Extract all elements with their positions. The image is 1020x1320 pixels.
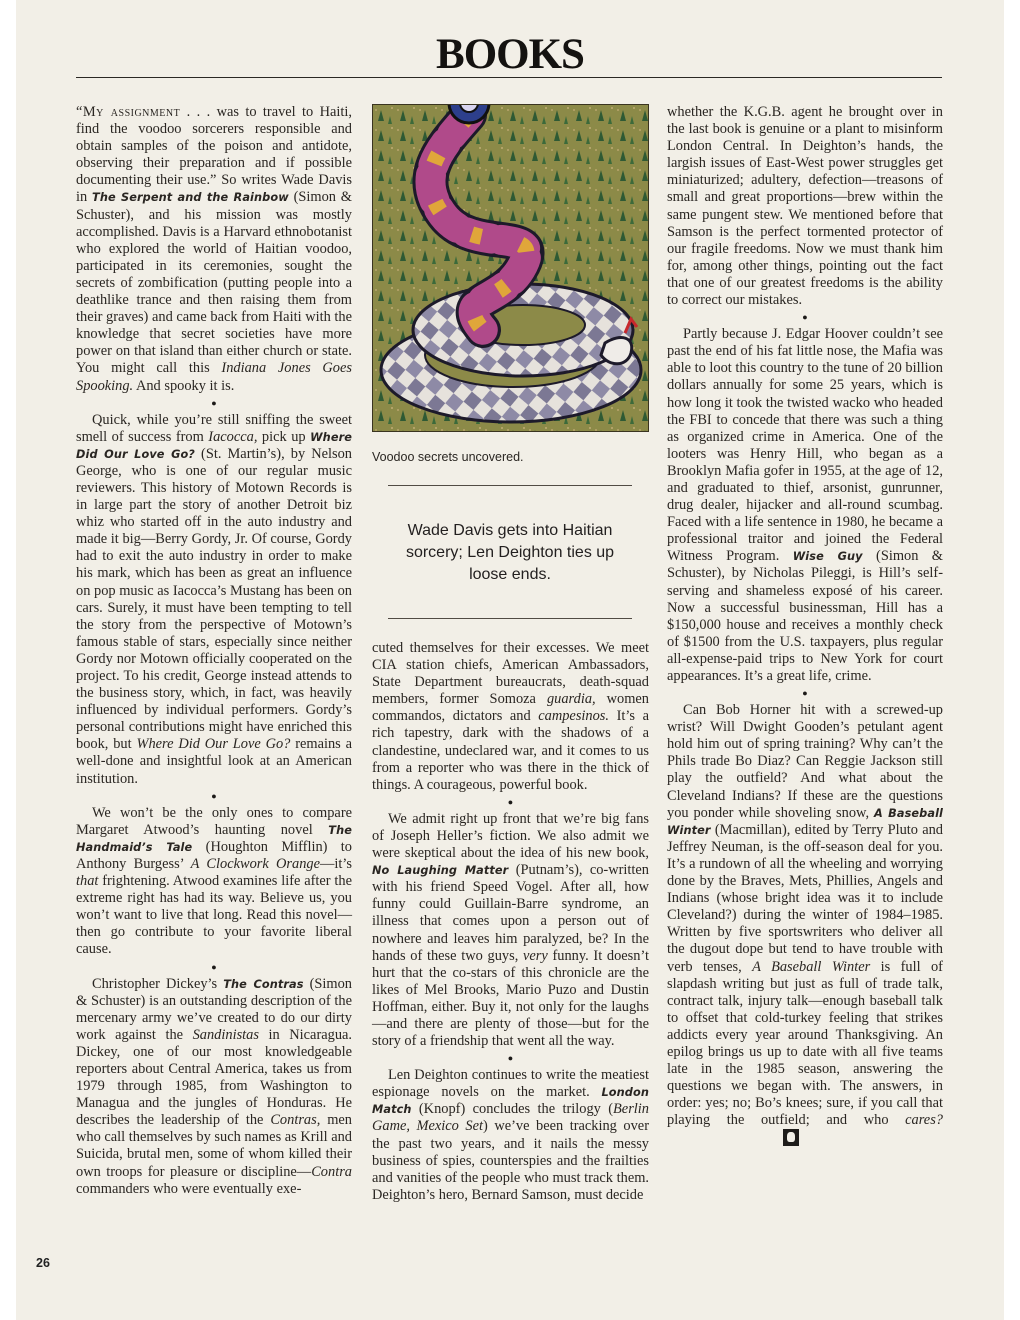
text-run: And spooky it is.	[133, 377, 235, 394]
book-title: The Contras	[223, 977, 304, 991]
opening-small-caps: “My assignment	[76, 104, 181, 120]
bullet-icon: ●	[211, 790, 217, 801]
italic-phrase: Berlin Game, Mexico Set	[372, 1101, 649, 1135]
italic-phrase: Where Did Our Love Go?	[136, 736, 291, 753]
pullquote-rule-bottom	[388, 618, 632, 619]
italic-phrase: Iacocca,	[208, 428, 258, 445]
text-run: Can Bob Horner hit with a screwed-up wrist? Will Dwight Gooden’s petulant agent hold him out of spring training? Why can’t the Phils trade Bo Diaz? Can Reggie Jackson still play the outfield? And what about the Cleveland Indians? If these are the questions you ponder while shoveling snow,	[667, 702, 943, 821]
text-run: (Macmillan), edited by Terry Pluto and Jeffrey Neuman, is the off-season deal for you. It’s a rundown of all the wheeling and worrying done by the Braves, Mets, Phillies, Angels and Indians (whose bright idea was it to include Cleveland?) during the winter of 1984–1985. Written by five sportswriters who deliver all the dugout dope but tend to have trouble with verb tenses,	[667, 821, 943, 975]
italic-phrase: Sandinistas	[192, 1026, 259, 1043]
italic-phrase: A Baseball Winter	[752, 958, 871, 975]
text-run: remains a well-done and insightful look at an American institution.	[76, 736, 352, 787]
text-run: Quick, while you’re still sniffing the sweet smell of success from	[76, 411, 352, 445]
bullet-icon: ●	[211, 961, 217, 972]
section-title: BOOKS	[436, 31, 584, 78]
text-run: (St. Martin’s), by Nelson George, who is one of our regular music reviewers. This history of Motown Records is in large part the story of another Detroit biz whiz who started off in the auto industry and made it big—Berry Gordy, Jr. Of course, Gordy had to exit the auto industry in order to make his mark, which has been as great an influence on pop music as Iacocca’s Mustang has been on cars. Surely, it must have been tempting to tell the story from the perspective of Motown’s famous stable of stars, especially since neither Gordy nor Motown officially cooperated on the project. To his credit, George instead attends to the business story, which, in fact, was heavily influenced by individual performers. Gordy’s personal contributions might have enriched this book, but	[76, 445, 352, 753]
book-title: Wise Guy	[792, 550, 863, 564]
text-run: (Houghton Mifflin) to Anthony Burgess’	[76, 838, 353, 872]
figure-caption: Voodoo secrets uncovered.	[372, 450, 524, 464]
text-run: is full of slapdash writing but just as full of trade talk, contract talk, injury talk—enough baseball talk to offset that cold-turkey feeling that strikes addicts every year around Thanksgiving. An epilog brings us up to date with all five teams late in the 1985 season, answering the questions we began with. The answers, in order: yes; no; Bo’s knees; sure, if you call that playing the outfield; and who	[667, 958, 943, 1129]
paragraph-contras-continued	[372, 640, 649, 794]
header-rule	[76, 77, 942, 78]
paragraph-london-match-continued: whether the K.G.B. agent he brought over in the last book is genuine or a plant to misinform London Central. In Deighton’s hands, the largish issues of East-West power struggles get miniaturized; adultery, defection—treasons of small and great proportions—brew within the same pungent stew. We mentioned before that Samson is the perfect tormented protector of our fragile freedoms. Now we must thank him for, among other things, pointing out the fact that one of our greatest freedoms is the ability to correct our mistakes.	[667, 104, 943, 309]
book-title: Where Did Our Love Go?	[76, 430, 353, 461]
italic-phrase: A Clockwork Orange	[190, 855, 320, 872]
italic-phrase: Contras,	[270, 1112, 321, 1129]
text-run: We won’t be the only ones to compare Margaret Atwood’s haunting novel	[76, 804, 352, 838]
text-run: in Nicaragua. Dickey, one of our most knowledgeable reporters about Central America, takes us from 1979 through 1985, from Washington to Managua and the jungles of Honduras. He describes the leadership of the	[76, 1026, 352, 1129]
text-run: women commandos, dictators and	[372, 691, 650, 725]
book-title: The Serpent and the Rainbow	[92, 191, 289, 205]
bullet-icon: ●	[802, 688, 808, 699]
book-title: A Baseball Winter	[667, 806, 944, 837]
italic-phrase: Contra	[311, 1163, 352, 1180]
text-run: —it’s	[320, 855, 352, 872]
text-run: cuted themselves for their excesses. We meet CIA station chiefs, American Ambassadors, State Department bureaucrats, death-squad members, former Somoza	[372, 640, 649, 708]
paragraph-london-match	[372, 1067, 649, 1204]
text-run: commanders who were eventually exe-	[76, 1180, 302, 1197]
italic-phrase: cares?	[905, 1112, 943, 1129]
text-run: funny. It doesn’t hurt that the co-stars of this chronicle are the likes of Mel Brooks, Mario Puzo and Dustin Hoffman, either. Buy it, not only for the laughs—and there are plenty of those—but for the story of a friendship that went all the way.	[372, 947, 649, 1050]
pull-quote: Wade Davis gets into Haitian sorcery; Len Deighton ties up loose ends.	[405, 522, 615, 583]
text-run: Len Deighton continues to write the meatiest espionage novels on the market.	[372, 1067, 649, 1101]
paragraph-handmaids-tale	[76, 805, 352, 959]
article-column-2	[372, 640, 649, 1204]
paragraph-baseball-winter	[667, 702, 943, 1148]
italic-phrase: guardia,	[546, 691, 596, 708]
paragraph-contras	[76, 976, 352, 1198]
text-run: frightening. Atwood examines life after the extreme right has had its way. Believe us, you won’t want to live that long. Read this novel—then go contribute to your favorite liberal cause.	[76, 873, 352, 958]
book-title: The Handmaid’s Tale	[76, 823, 352, 854]
text-run: Christopher Dickey’s	[92, 975, 224, 992]
paragraph-wise-guy	[667, 326, 943, 685]
serpent-illustration	[372, 104, 649, 432]
text-run: men who call themselves by such names as Krill and Suicida, brutal men, some of whom killed their own troops for pleasure or discipline—	[76, 1112, 352, 1180]
bullet-icon: ●	[802, 312, 808, 323]
text-run: We admit right up front that we’re big fans of Joseph Heller’s fiction. We also admit we were skeptical about the idea of his new book,	[372, 810, 649, 862]
page-number: 26	[36, 1256, 50, 1270]
italic-phrase: Indiana Jones Goes Spooking.	[76, 360, 352, 394]
pullquote-rule-top	[388, 485, 632, 486]
bullet-icon: ●	[211, 397, 217, 408]
text-run: (Simon & Schuster), by Nicholas Pileggi, is Hill’s self-serving and shameless exposé of his career. Now a successful businessman, Hill has a $150,000 house and receives a monthly check of $1500 from the U.S. taxpayers, plus regular all-expense-paid trips to New York for court appearances. It’s a great life, crime.	[667, 548, 943, 684]
magazine-page	[16, 0, 1004, 1320]
rabbit-head-logo-icon	[783, 1129, 799, 1146]
text-run: (Knopf) concludes the trilogy (	[411, 1101, 614, 1118]
italic-phrase: campesinos.	[538, 708, 610, 725]
text-run: (Simon & Schuster) is an outstanding description of the mercenary army we’ve created to do our dirty work against the	[76, 975, 352, 1043]
italic-phrase: very	[523, 947, 548, 964]
paragraph-serpent-rainbow	[76, 104, 352, 395]
serpent-artwork-icon	[373, 105, 648, 431]
text-run: pick up	[257, 428, 311, 445]
bullet-icon: ●	[507, 796, 514, 807]
text-run: ) we’ve been tracking over the past two years, and it nails the messy business of spies, counterspies and the frailties and vanities of the people who must track them. Deighton’s hero, Bernard Samson, must decide	[372, 1118, 649, 1203]
article-column-3	[667, 104, 943, 1149]
book-title: London Match	[372, 1086, 649, 1117]
text-run: It’s a rich tapestry, dark with the shadows of a clandestine, undeclared war, and it comes to us from a reporter who was there in the thick of things. A courageous, powerful book.	[372, 708, 649, 793]
paragraph-motown	[76, 412, 352, 788]
bullet-icon: ●	[507, 1053, 514, 1064]
paragraph-no-laughing-matter	[372, 811, 649, 1050]
text-run: (Putnam’s), co-written with his friend Speed Vogel. After all, how funny could Guillain-Barre syndrome, an illness that comes upon a person out of nowhere and leaves him paralyzed, be? In the hands of these two guys,	[372, 862, 649, 964]
text-run: (Simon & Schuster), and his mission was mostly accomplished. Davis is a Harvard ethnobotanist who explored the world of Haitian voodoo, participated in its ceremonies, sought the secrets of zombification (putting people into a deathlike trance and then raising them from their graves) and came back from Haiti with the knowledge that secret societies have more power on that island than either church or state. You might call this	[76, 189, 352, 377]
text-run: Partly because J. Edgar Hoover couldn’t see past the end of his fat little nose, the Mafia was able to loot this country to the tune of 20 billion dollars annually for some 25 years, which is how long it took the twisted wacko who headed the FBI to concede that there was such a thing as organized crime in America. One of the looters was Henry Hill, who began as a Brooklyn Mafia gofer in 1955, at the age of 12, and graduated to thief, arsonist, gunrunner, drug dealer, hijacker and all-round scumbag. Faced with a life sentence in 1980, he became a professional traitor and joined the Federal Witness Program.	[667, 326, 943, 565]
text-run: . . . was to travel to Haiti, find the voodoo sorcerers responsible and obtain samples of the poison and antidote, observing their preparation and if possible documenting their use.” So writes Wade Davis in	[76, 104, 352, 206]
article-column-1	[76, 104, 352, 1198]
italic-phrase: that	[76, 873, 99, 890]
book-title: No Laughing Matter	[372, 864, 509, 878]
